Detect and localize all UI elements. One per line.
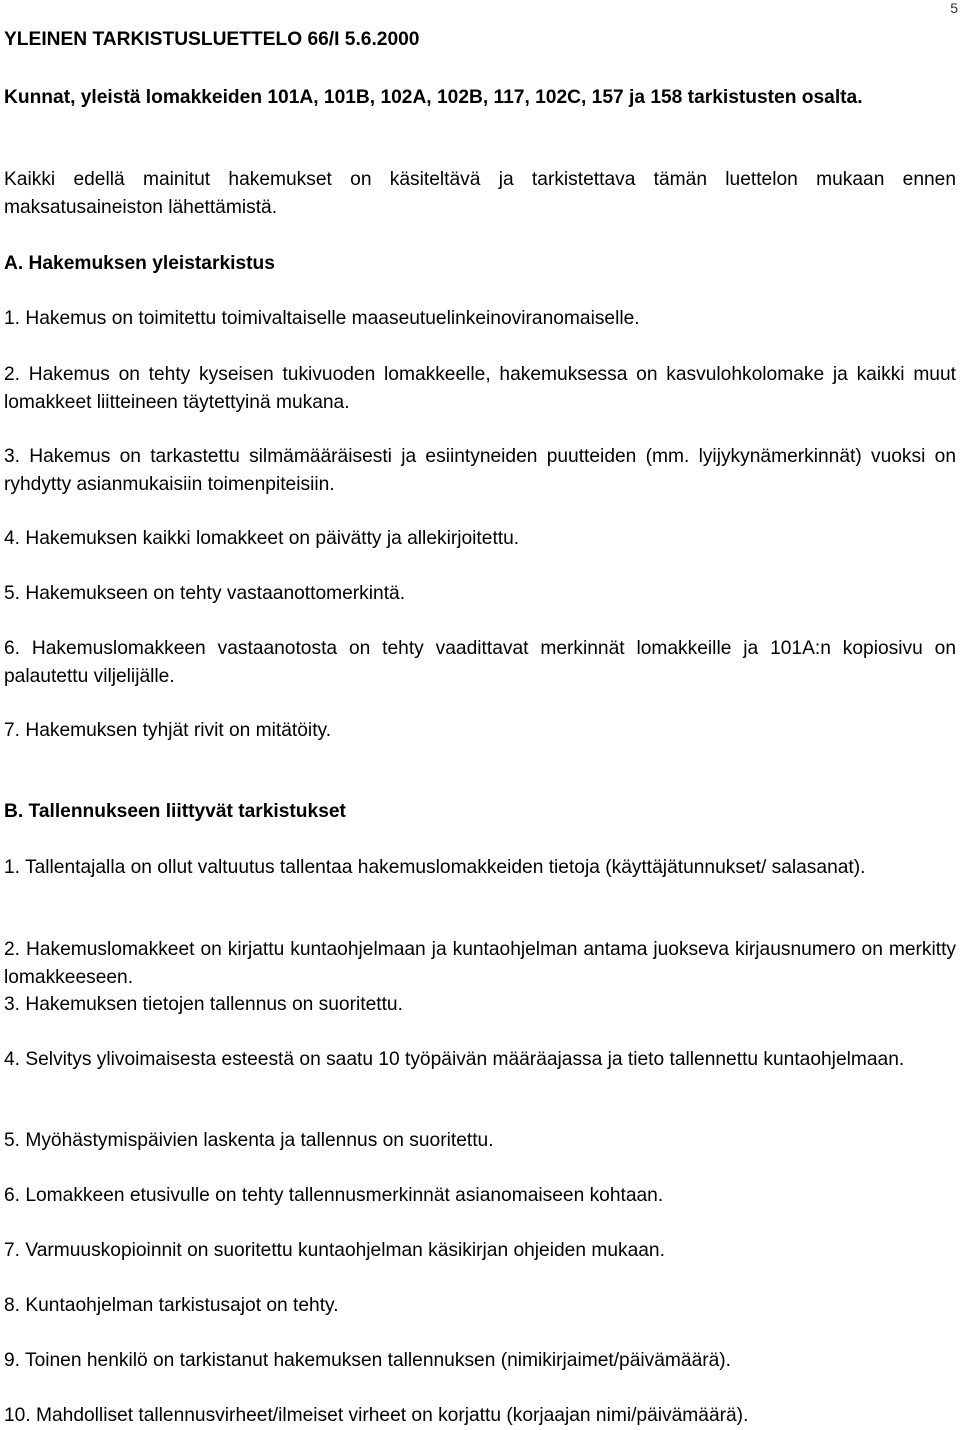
section-a-item: 6. Hakemuslomakkeen vastaanotosta on tehty vaadittavat merkinnät lomakkeille ja 101A:n kopiosivu on palautettu viljelijälle. <box>4 638 956 687</box>
section-b-item: 5. Myöhästymispäivien laskenta ja tallennus on suoritettu. <box>4 1130 494 1151</box>
section-b-item: 1. Tallentajalla on ollut valtuutus tallentaa hakemuslomakkeiden tietoja (käyttäjätunnukset/ salasanat). <box>4 857 866 878</box>
page-number: 5 <box>950 0 958 16</box>
document-title: YLEINEN TARKISTUSLUETTELO 66/I 5.6.2000 <box>4 29 420 50</box>
section-a-item: 1. Hakemus on toimitettu toimivaltaiselle maaseutuelinkeinoviranomaiselle. <box>4 308 640 329</box>
section-a-item: 3. Hakemus on tarkastettu silmämääräisesti ja esiintyneiden puutteiden (mm. lyijykynämerkinnät) vuoksi on ryhdytty asianmukaisiin toimenpiteisiin. <box>4 446 956 495</box>
section-b-item: 3. Hakemuksen tietojen tallennus on suoritettu. <box>4 994 403 1015</box>
section-b-item: 9. Toinen henkilö on tarkistanut hakemuksen tallennuksen (nimikirjaimet/päivämäärä). <box>4 1350 732 1371</box>
section-a-item: 4. Hakemuksen kaikki lomakkeet on päivätty ja allekirjoitettu. <box>4 528 520 549</box>
section-b-item: 10. Mahdolliset tallennusvirheet/ilmeiset virheet on korjattu (korjaajan nimi/päivämäärä). <box>4 1405 749 1426</box>
section-b-heading: B. Tallennukseen liittyvät tarkistukset <box>4 801 346 822</box>
section-b-item: 7. Varmuuskopioinnit on suoritettu kuntaohjelman käsikirjan ohjeiden mukaan. <box>4 1240 665 1261</box>
document-subtitle: Kunnat, yleistä lomakkeiden 101A, 101B, 102A, 102B, 117, 102C, 157 ja 158 tarkistusten osalta. <box>4 87 863 108</box>
section-b-item: 6. Lomakkeen etusivulle on tehty tallennusmerkinnät asianomaiseen kohtaan. <box>4 1185 664 1206</box>
section-b-item: 2. Hakemuslomakkeet on kirjattu kuntaohjelmaan ja kuntaohjelman antama juokseva kirjausnumero on merkitty lomakkeeseen. <box>4 939 956 988</box>
intro-paragraph: Kaikki edellä mainitut hakemukset on käsiteltävä ja tarkistettava tämän luettelon mukaan ennen maksatusaineiston lähettämistä. <box>4 169 956 218</box>
section-a-item: 7. Hakemuksen tyhjät rivit on mitätöity. <box>4 720 332 741</box>
section-a-item: 2. Hakemus on tehty kyseisen tukivuoden lomakkeelle, hakemuksessa on kasvulohkolomake ja kaikki muut lomakkeet liitteineen täytettyinä mukana. <box>4 364 956 413</box>
section-b-item: 8. Kuntaohjelman tarkistusajot on tehty. <box>4 1295 339 1316</box>
section-b-item: 4. Selvitys ylivoimaisesta esteestä on saatu 10 työpäivän määräajassa ja tieto tallennettu kuntaohjelmaan. <box>4 1049 905 1070</box>
section-a-heading: A. Hakemuksen yleistarkistus <box>4 253 275 274</box>
section-a-item: 5. Hakemukseen on tehty vastaanottomerkintä. <box>4 583 406 604</box>
